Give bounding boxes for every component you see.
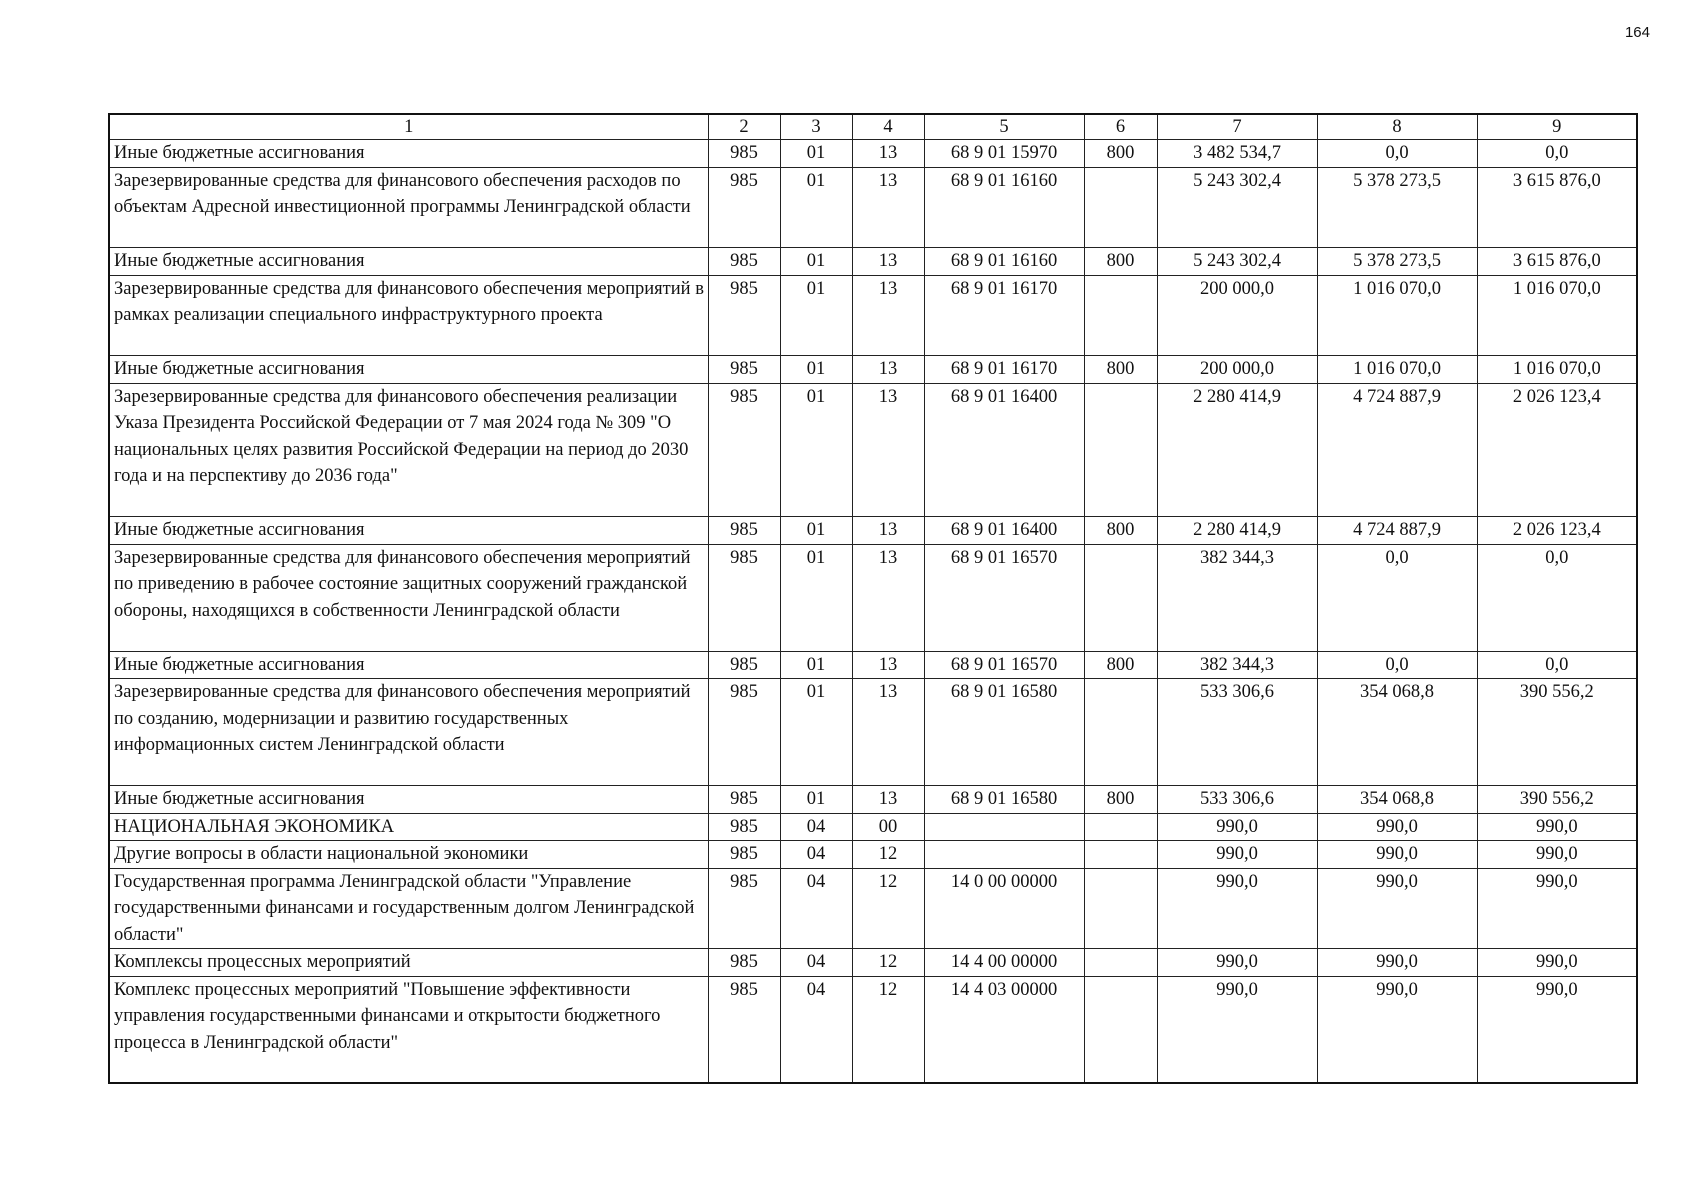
amount-col9-cell: 390 556,2 [1477,786,1637,814]
code-cell: 985 [708,544,780,651]
code-cell: 985 [708,248,780,276]
code-cell: 985 [708,868,780,949]
item-name-cell: Зарезервированные средства для финансового обеспечения реализации Указа Президента Российской Федерации от 7 мая 2024 года № 309 "О национальных целях развития Российской Федерации на период до 2030 года и на перспективу до 2036 года" [109,383,708,517]
subsection-cell: 13 [852,544,924,651]
expense-type-cell [1084,275,1157,356]
amount-col9-cell: 0,0 [1477,651,1637,679]
expense-type-cell: 800 [1084,786,1157,814]
item-name-cell: Зарезервированные средства для финансового обеспечения мероприятий в рамках реализации специального инфраструктурного проекта [109,275,708,356]
amount-col7-cell: 200 000,0 [1157,275,1317,356]
table-row [109,841,1637,869]
budget-table [108,113,1638,1084]
target-item-cell: 14 4 00 00000 [924,949,1084,977]
item-name-cell: Зарезервированные средства для финансового обеспечения мероприятий по созданию, модернизации и развитию государственных информационных систем Ленинградской области [109,679,708,786]
item-name-cell: Другие вопросы в области национальной экономики [109,841,708,869]
code-cell: 985 [708,383,780,517]
table-row [109,679,1637,786]
expense-type-cell [1084,679,1157,786]
code-cell: 985 [708,651,780,679]
amount-col8-cell: 354 068,8 [1317,679,1477,786]
subsection-cell: 13 [852,275,924,356]
amount-col7-cell: 990,0 [1157,813,1317,841]
amount-col8-cell: 5 378 273,5 [1317,167,1477,248]
section-cell: 01 [780,679,852,786]
header-cell: 6 [1084,114,1157,140]
expense-type-cell [1084,383,1157,517]
amount-col9-cell: 1 016 070,0 [1477,356,1637,384]
amount-col9-cell: 990,0 [1477,813,1637,841]
amount-col9-cell: 990,0 [1477,868,1637,949]
subsection-cell: 13 [852,383,924,517]
amount-col8-cell: 990,0 [1317,841,1477,869]
amount-col9-cell: 3 615 876,0 [1477,167,1637,248]
table-row [109,976,1637,1083]
amount-col7-cell: 990,0 [1157,949,1317,977]
target-item-cell: 68 9 01 16170 [924,356,1084,384]
target-item-cell: 68 9 01 16160 [924,248,1084,276]
section-cell: 01 [780,140,852,168]
amount-col7-cell: 5 243 302,4 [1157,167,1317,248]
section-cell: 01 [780,786,852,814]
amount-col8-cell: 5 378 273,5 [1317,248,1477,276]
target-item-cell: 14 4 03 00000 [924,976,1084,1083]
subsection-cell: 13 [852,679,924,786]
table-row [109,786,1637,814]
code-cell: 985 [708,976,780,1083]
amount-col9-cell: 990,0 [1477,976,1637,1083]
target-item-cell [924,813,1084,841]
expense-type-cell [1084,841,1157,869]
amount-col9-cell: 3 615 876,0 [1477,248,1637,276]
subsection-cell: 13 [852,167,924,248]
expense-type-cell: 800 [1084,140,1157,168]
item-name-cell: Иные бюджетные ассигнования [109,651,708,679]
subsection-cell: 13 [852,356,924,384]
item-name-cell: Иные бюджетные ассигнования [109,356,708,384]
code-cell: 985 [708,356,780,384]
table-row [109,813,1637,841]
section-cell: 01 [780,167,852,248]
expense-type-cell [1084,976,1157,1083]
expense-type-cell [1084,167,1157,248]
amount-col8-cell: 0,0 [1317,140,1477,168]
section-cell: 01 [780,248,852,276]
code-cell: 985 [708,813,780,841]
amount-col8-cell: 4 724 887,9 [1317,517,1477,545]
header-cell: 9 [1477,114,1637,140]
amount-col9-cell: 990,0 [1477,949,1637,977]
expense-type-cell: 800 [1084,651,1157,679]
header-cell: 2 [708,114,780,140]
amount-col9-cell: 990,0 [1477,841,1637,869]
amount-col7-cell: 382 344,3 [1157,651,1317,679]
table-row [109,949,1637,977]
page-number: 164 [1624,24,1650,41]
table-row [109,544,1637,651]
amount-col8-cell: 0,0 [1317,651,1477,679]
header-cell: 7 [1157,114,1317,140]
target-item-cell: 14 0 00 00000 [924,868,1084,949]
target-item-cell: 68 9 01 16170 [924,275,1084,356]
expense-type-cell [1084,813,1157,841]
header-cell: 4 [852,114,924,140]
subsection-cell: 13 [852,651,924,679]
section-cell: 01 [780,383,852,517]
amount-col7-cell: 3 482 534,7 [1157,140,1317,168]
code-cell: 985 [708,786,780,814]
item-name-cell: Иные бюджетные ассигнования [109,248,708,276]
section-cell: 04 [780,868,852,949]
amount-col7-cell: 5 243 302,4 [1157,248,1317,276]
table-row [109,868,1637,949]
item-name-cell: Зарезервированные средства для финансового обеспечения расходов по объектам Адресной инвестиционной программы Ленинградской области [109,167,708,248]
amount-col8-cell: 1 016 070,0 [1317,275,1477,356]
header-cell: 3 [780,114,852,140]
item-name-cell: Комплекс процессных мероприятий "Повышение эффективности управления государственными финансами и открытости бюджетного процесса в Ленинградской области" [109,976,708,1083]
amount-col7-cell: 2 280 414,9 [1157,383,1317,517]
code-cell: 985 [708,679,780,786]
amount-col8-cell: 990,0 [1317,813,1477,841]
subsection-cell: 13 [852,786,924,814]
section-cell: 01 [780,275,852,356]
expense-type-cell: 800 [1084,356,1157,384]
item-name-cell: НАЦИОНАЛЬНАЯ ЭКОНОМИКА [109,813,708,841]
section-cell: 04 [780,841,852,869]
amount-col8-cell: 1 016 070,0 [1317,356,1477,384]
header-cell: 8 [1317,114,1477,140]
amount-col9-cell: 0,0 [1477,140,1637,168]
expense-type-cell [1084,868,1157,949]
code-cell: 985 [708,140,780,168]
target-item-cell [924,841,1084,869]
expense-type-cell: 800 [1084,248,1157,276]
code-cell: 985 [708,167,780,248]
subsection-cell: 12 [852,949,924,977]
item-name-cell: Иные бюджетные ассигнования [109,140,708,168]
section-cell: 01 [780,517,852,545]
table-row [109,383,1637,517]
table-row [109,248,1637,276]
code-cell: 985 [708,517,780,545]
amount-col9-cell: 2 026 123,4 [1477,517,1637,545]
amount-col8-cell: 990,0 [1317,976,1477,1083]
amount-col9-cell: 2 026 123,4 [1477,383,1637,517]
target-item-cell: 68 9 01 15970 [924,140,1084,168]
code-cell: 985 [708,275,780,356]
amount-col7-cell: 382 344,3 [1157,544,1317,651]
table-row [109,356,1637,384]
table-row [109,517,1637,545]
amount-col9-cell: 390 556,2 [1477,679,1637,786]
amount-col8-cell: 354 068,8 [1317,786,1477,814]
item-name-cell: Иные бюджетные ассигнования [109,786,708,814]
amount-col8-cell: 4 724 887,9 [1317,383,1477,517]
section-cell: 01 [780,544,852,651]
subsection-cell: 00 [852,813,924,841]
subsection-cell: 12 [852,841,924,869]
header-row [109,114,1637,140]
table-row [109,651,1637,679]
amount-col9-cell: 1 016 070,0 [1477,275,1637,356]
amount-col7-cell: 990,0 [1157,868,1317,949]
amount-col8-cell: 0,0 [1317,544,1477,651]
table-row [109,140,1637,168]
header-cell: 5 [924,114,1084,140]
subsection-cell: 12 [852,976,924,1083]
section-cell: 04 [780,813,852,841]
amount-col7-cell: 200 000,0 [1157,356,1317,384]
item-name-cell: Иные бюджетные ассигнования [109,517,708,545]
item-name-cell: Зарезервированные средства для финансового обеспечения мероприятий по приведению в рабочее состояние защитных сооружений гражданской обороны, находящихся в собственности Ленинградской области [109,544,708,651]
amount-col7-cell: 533 306,6 [1157,786,1317,814]
subsection-cell: 13 [852,517,924,545]
subsection-cell: 13 [852,140,924,168]
code-cell: 985 [708,949,780,977]
subsection-cell: 13 [852,248,924,276]
amount-col9-cell: 0,0 [1477,544,1637,651]
target-item-cell: 68 9 01 16160 [924,167,1084,248]
item-name-cell: Комплексы процессных мероприятий [109,949,708,977]
expense-type-cell [1084,544,1157,651]
target-item-cell: 68 9 01 16580 [924,786,1084,814]
section-cell: 01 [780,356,852,384]
target-item-cell: 68 9 01 16400 [924,383,1084,517]
target-item-cell: 68 9 01 16570 [924,651,1084,679]
section-cell: 04 [780,949,852,977]
code-cell: 985 [708,841,780,869]
table-row [109,275,1637,356]
target-item-cell: 68 9 01 16580 [924,679,1084,786]
section-cell: 01 [780,651,852,679]
expense-type-cell [1084,949,1157,977]
target-item-cell: 68 9 01 16570 [924,544,1084,651]
target-item-cell: 68 9 01 16400 [924,517,1084,545]
amount-col7-cell: 533 306,6 [1157,679,1317,786]
amount-col8-cell: 990,0 [1317,949,1477,977]
amount-col8-cell: 990,0 [1317,868,1477,949]
expense-type-cell: 800 [1084,517,1157,545]
section-cell: 04 [780,976,852,1083]
amount-col7-cell: 2 280 414,9 [1157,517,1317,545]
subsection-cell: 12 [852,868,924,949]
amount-col7-cell: 990,0 [1157,841,1317,869]
table-row [109,167,1637,248]
amount-col7-cell: 990,0 [1157,976,1317,1083]
item-name-cell: Государственная программа Ленинградской области "Управление государственными финансами и государственным долгом Ленинградской области" [109,868,708,949]
header-cell: 1 [109,114,708,140]
